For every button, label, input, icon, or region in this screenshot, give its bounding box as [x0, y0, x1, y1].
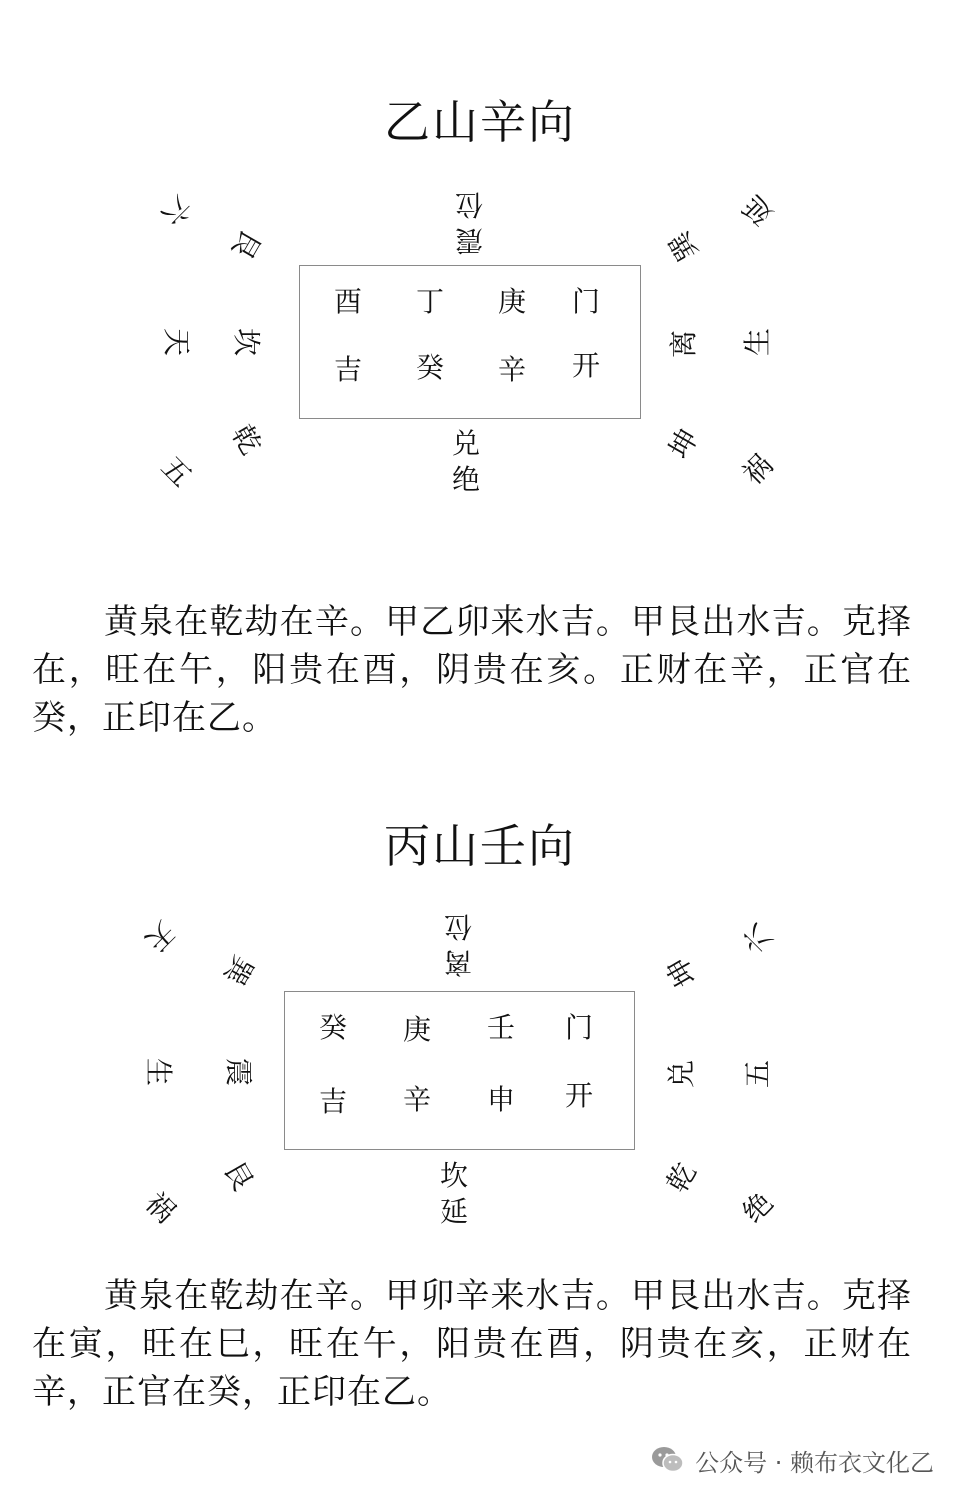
section1-grid-cell: 吉: [333, 353, 362, 386]
section1-paragraph: 黄泉在乾劫在辛。甲乙卯来水吉。甲艮出水吉。克择在，旺在午，阳贵在酉，阴贵在亥。正财在辛，正官在癸，正印在乙。: [32, 602, 912, 738]
section1-top-label: [449, 186, 489, 258]
section1-bottom-label: [446, 426, 486, 498]
section1-grid-cell: 庚: [497, 285, 526, 318]
section1-left-outer-glyph: 六: [154, 188, 198, 232]
section2-left-outer-glyph: 生: [142, 1057, 175, 1086]
section2-grid-cell: 开: [564, 1079, 593, 1112]
section2-right-outer-glyph: 六: [736, 916, 780, 960]
section1-bottom-label-char: 兑: [451, 427, 480, 460]
section2-right-inner-glyph: 乾: [660, 1157, 703, 1199]
section2-left-inner-glyph: 巽: [217, 949, 260, 991]
section2-right-outer-glyph: 绝: [736, 1186, 780, 1230]
section1-top-label-char: 震: [455, 224, 484, 257]
section1-center-box: [299, 265, 641, 419]
section2-grid-cell: 门: [564, 1011, 593, 1044]
section1-grid-cell: 门: [571, 285, 600, 318]
section1-left-outer-glyph: 五: [154, 450, 198, 494]
section2-top-label-char: 位: [444, 910, 473, 943]
section2-bottom-label-char: 延: [439, 1195, 468, 1228]
section2-paragraph: 黄泉在乾劫在辛。甲卯辛来水吉。甲艮出水吉。克择在寅，旺在巳，旺在午，阳贵在酉，阴贵在亥，正财在辛，正官在癸，正印在乙。: [32, 1276, 912, 1412]
section1-right-inner-glyph: 离: [667, 330, 700, 359]
section1-left-inner-glyph: 艮: [225, 223, 268, 265]
section2-left-inner-glyph: 震: [222, 1057, 255, 1086]
section1-grid-cell: 开: [571, 349, 600, 382]
section2-top-label: [438, 908, 478, 980]
section2-grid-cell: 壬: [486, 1011, 515, 1044]
section1-right-inner-glyph: 坤: [662, 423, 705, 465]
section2-center-box: [284, 991, 635, 1150]
section2-title: 丙山壬向: [384, 819, 576, 873]
section2-grid-cell: 庚: [402, 1013, 431, 1046]
section1-grid-cell: 辛: [497, 353, 526, 386]
watermark: [651, 1440, 934, 1480]
section1-right-outer-glyph: 生: [741, 328, 774, 357]
section1-bottom-label-char: 绝: [451, 463, 480, 496]
section1-grid-cell: 酉: [333, 285, 362, 318]
section1-left-inner-glyph: 乾: [225, 419, 268, 461]
section1-right-inner-glyph: 巽: [662, 225, 705, 267]
section1-grid-cell: 丁: [415, 285, 444, 318]
wechat-icon: [651, 1446, 685, 1474]
section1-title: 乙山辛向: [384, 95, 576, 149]
section2-right-inner-glyph: 兑: [665, 1060, 698, 1089]
section2-left-outer-glyph: 祸: [138, 1186, 182, 1230]
section1-grid-cell: 癸: [415, 351, 444, 384]
section2-right-outer-glyph: 五: [741, 1060, 774, 1089]
section2-grid-cell: 辛: [402, 1083, 431, 1116]
section2-left-inner-glyph: 艮: [217, 1155, 260, 1197]
watermark-text: 公众号 · 赖布衣文化乙: [695, 1448, 934, 1477]
section1-left-inner-glyph: 坎: [230, 327, 263, 356]
section2-right-inner-glyph: 坤: [660, 951, 703, 993]
section2-left-outer-glyph: 天: [138, 914, 182, 958]
section1-right-outer-glyph: 延: [736, 188, 780, 232]
section2-grid-cell: 癸: [318, 1011, 347, 1044]
section2-top-label-char: 离: [444, 946, 473, 979]
section2-grid-cell: 申: [486, 1083, 515, 1116]
section1-top-label-char: 位: [455, 188, 484, 221]
section1-left-outer-glyph: 天: [160, 327, 193, 356]
section2-bottom-label-char: 坎: [439, 1159, 468, 1192]
section2-bottom-label: [434, 1158, 474, 1230]
section1-right-outer-glyph: 祸: [736, 448, 780, 492]
section2-grid-cell: 吉: [318, 1085, 347, 1118]
